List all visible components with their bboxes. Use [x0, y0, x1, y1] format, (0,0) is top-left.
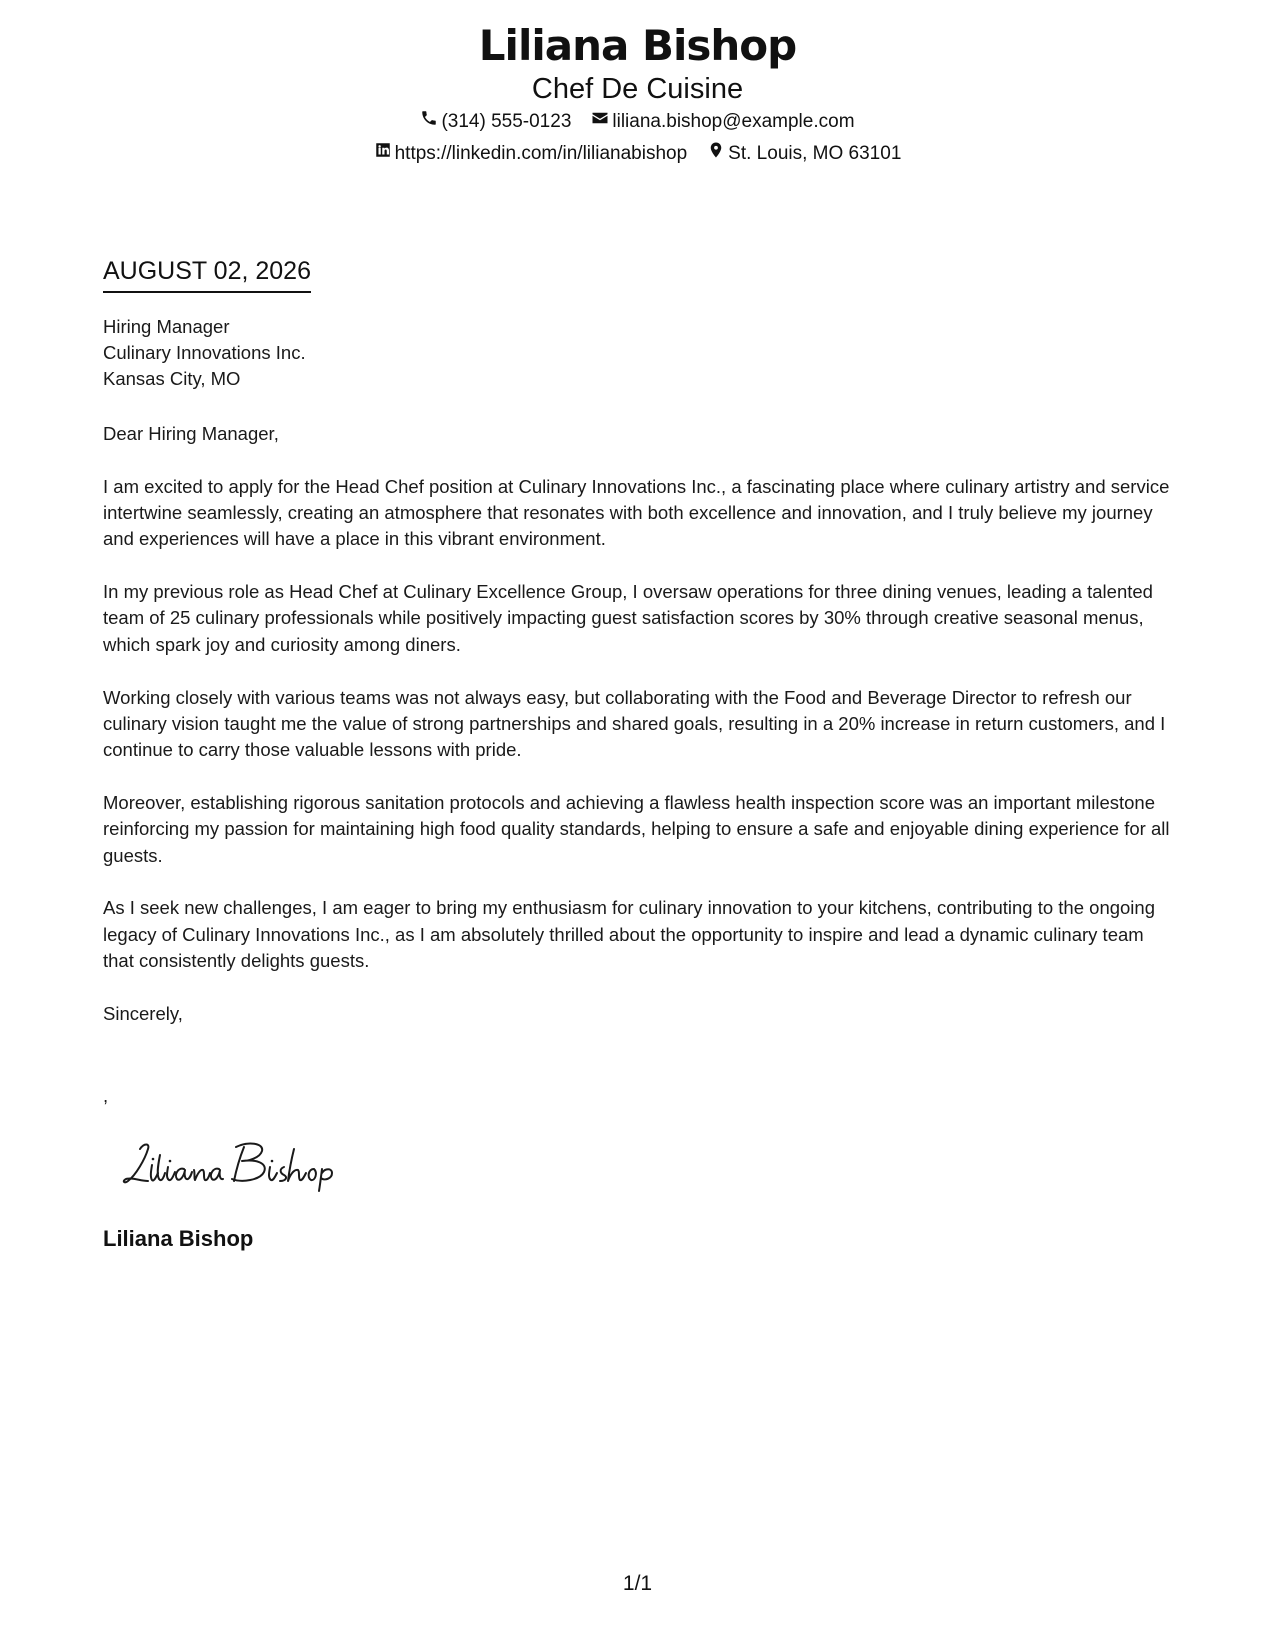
- contact-row-primary: [0, 106, 1275, 138]
- location-text: St. Louis, MO 63101: [728, 143, 902, 164]
- phone-contact[interactable]: [420, 106, 571, 138]
- recipient-location: Kansas City, MO: [103, 368, 241, 389]
- page-number: 1/1: [622, 1572, 653, 1595]
- map-marker-icon: [707, 138, 725, 170]
- paragraph-4: Moreover, establishing rigorous sanitation protocols and achieving a flawless health inspection score was an important milestone reinforcing my passion for maintaining high food quality standards, helping to ensure a safe and enjoyable dining experience for all guests.: [103, 791, 1170, 866]
- applicant-name: Liliana Bishop: [478, 21, 797, 70]
- recipient-name: Hiring Manager: [103, 316, 230, 337]
- letter-date-block: [103, 255, 311, 293]
- resume-header: [0, 20, 1275, 170]
- signature-comma: ,: [103, 1085, 109, 1106]
- applicant-title: Chef De Cuisine: [531, 73, 744, 105]
- linkedin-url: https://linkedin.com/in/lilianabishop: [394, 143, 688, 164]
- paragraph-2: In my previous role as Head Chef at Culinary Excellence Group, I oversaw operations for three dining venues, leading a talented team of 25 culinary professionals while positively impacting guest satisfaction scores by 30% through creative seasonal menus, which spark joy and curiosity among diners.: [103, 581, 1153, 655]
- linkedin-contact[interactable]: [374, 138, 688, 170]
- paragraph-3: Working closely with various teams was not always easy, but collaborating with the Food and Beverage Director to refresh our culinary vision taught me the value of strong partnerships and shared goals, resulting in a 20% increase in return customers, and I continue to carry those valuable lessons with pride.: [103, 686, 1166, 761]
- email-contact[interactable]: [591, 106, 854, 138]
- salutation: Dear Hiring Manager,: [103, 423, 279, 444]
- location-contact: [707, 138, 901, 170]
- contact-row-secondary: [0, 138, 1275, 170]
- paragraph-1: I am excited to apply for the Head Chef position at Culinary Innovations Inc., a fascinating place where culinary artistry and service intertwine seamlessly, creating an atmosphere that resonates with both excellence and innovation, and I truly believe my journey and experiences will have a place in this vibrant environment.: [103, 475, 1170, 550]
- letter-date: AUGUST 02, 2026: [103, 255, 311, 293]
- handwritten-signature: [118, 1135, 348, 1193]
- closing: Sincerely,: [103, 1002, 183, 1024]
- envelope-icon: [591, 106, 609, 138]
- email-address: liliana.bishop@example.com: [612, 111, 855, 132]
- paragraph-5: As I seek new challenges, I am eager to bring my enthusiasm for culinary innovation to your kitchens, contributing to the ongoing legacy of Culinary Innovations Inc., as I am absolutely thrilled about the opportunity to inspire and lead a dynamic culinary team that consistently delights guests.: [103, 897, 1155, 971]
- phone-number: (314) 555-0123: [441, 111, 572, 132]
- signer-name: Liliana Bishop: [103, 1226, 254, 1251]
- linkedin-icon: [374, 138, 392, 170]
- recipient-company: Culinary Innovations Inc.: [103, 342, 306, 363]
- letter-body: [103, 421, 1178, 1054]
- recipient-block: [103, 314, 306, 392]
- phone-icon: [420, 106, 438, 138]
